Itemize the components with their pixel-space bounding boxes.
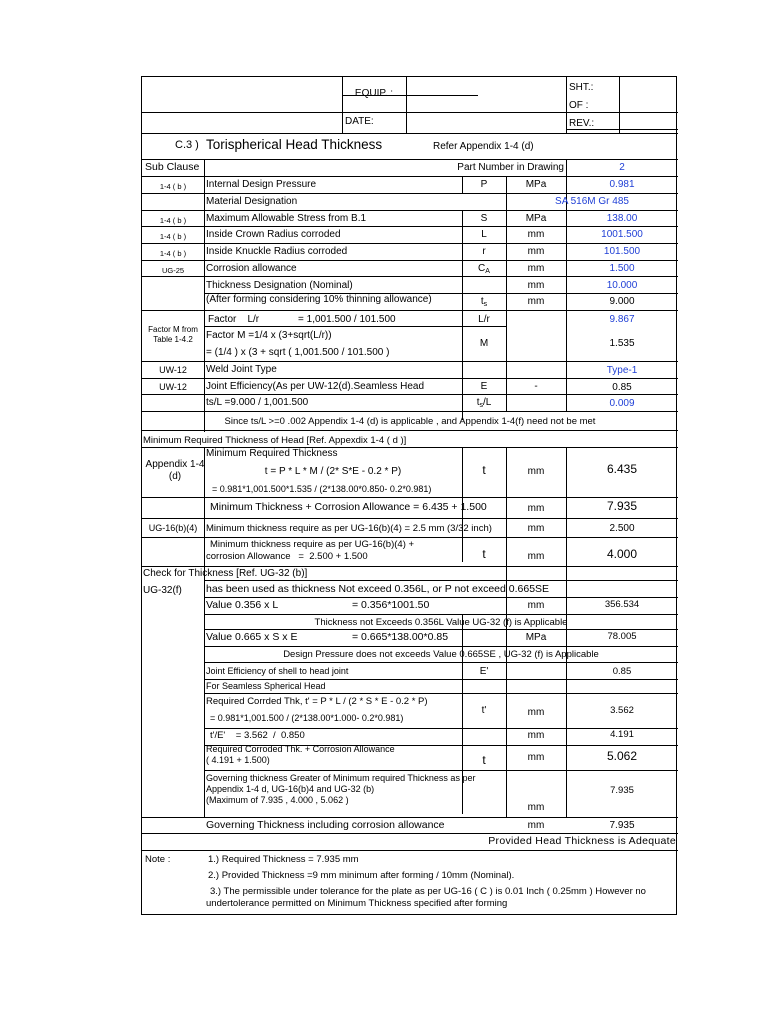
- row-symbol: [462, 296, 506, 307]
- row-value: 356.534: [604, 599, 640, 610]
- rule: [142, 193, 678, 194]
- row-value: 4.191: [610, 729, 634, 740]
- row-desc: Joint Efficiency of shell to head joint: [206, 666, 349, 676]
- row-desc: (Maximum of 7.935 , 4.000 , 5.062 ): [206, 795, 349, 805]
- clause: UG-16(b)(4): [148, 523, 198, 533]
- seamless-label: For Seamless Spherical Head: [206, 681, 326, 691]
- rule: [142, 378, 678, 379]
- row-unit: mm: [527, 296, 545, 307]
- row-symbol: t: [482, 463, 486, 477]
- rule: [142, 133, 678, 134]
- row-unit: mm: [527, 802, 545, 813]
- rule: [142, 430, 678, 431]
- row-desc: Required Corroded Thk. + Corrosion Allowance: [206, 744, 395, 754]
- row-desc: Weld Joint Type: [206, 364, 277, 375]
- note-3-cont: undertolerance permitted on Minimum Thickness specified after forming: [206, 898, 508, 909]
- clause: 1-4 ( b ): [159, 216, 187, 225]
- row-symbol: E: [480, 381, 488, 392]
- rule: [204, 679, 678, 680]
- row-desc: Value 0.665 x S x E: [206, 631, 298, 643]
- row-value: 138.00: [606, 213, 638, 224]
- rule: [204, 580, 678, 581]
- rev-label: REV.:: [569, 118, 595, 129]
- row-unit: mm: [527, 466, 545, 477]
- row-desc: Governing thickness Greater of Minimum required Thickness as per: [206, 773, 476, 783]
- row-desc: Maximum Allowable Stress from B.1: [206, 213, 367, 224]
- rule: [142, 411, 678, 412]
- factor-m-desc: Factor M =1/4 x (3+sqrt(L/r)): [206, 330, 332, 341]
- row-value: 7.935: [609, 820, 635, 831]
- row-unit: MPa: [525, 213, 547, 224]
- applicability-note: Since ts/L >=0 .002 Appendix 1-4 (d) is applicable , and Appendix 1-4(f) need not be met: [224, 416, 596, 427]
- row-symbol: M: [479, 338, 489, 349]
- row-desc: corrosion Allowance = 2.500 + 1.500: [206, 551, 368, 562]
- rule: [142, 310, 678, 311]
- rule: [204, 614, 678, 615]
- row-unit: MPa: [525, 179, 547, 190]
- part-number-label: Part Number in Drawing: [457, 162, 564, 173]
- row-unit: mm: [527, 503, 545, 514]
- rule: [142, 817, 678, 818]
- sub-clause-header: Sub Clause: [145, 161, 200, 173]
- clause-line: Factor M from: [148, 325, 198, 334]
- rule: [506, 176, 507, 411]
- row-unit: -: [534, 381, 538, 392]
- rule: [619, 77, 620, 133]
- factor-m-clause: [142, 325, 204, 345]
- page-title: Torispherical Head Thickness: [206, 137, 383, 152]
- min-req-formula: t = P * L * M / (2* S*E - 0.2 * P): [264, 466, 402, 477]
- rule: [142, 276, 678, 277]
- symbol-main: C: [478, 263, 486, 274]
- symbol-tail: /L: [482, 397, 492, 408]
- rule: [204, 693, 678, 694]
- date-label: DATE:: [345, 116, 374, 127]
- rule: [142, 497, 678, 498]
- rule: [142, 361, 678, 362]
- row-desc: Appendix 1-4 d, UG-16(b)4 and UG-32 (b): [206, 784, 375, 794]
- row-desc: (After forming considering 10% thinning allowance): [206, 294, 432, 305]
- rule: [142, 394, 678, 395]
- row-symbol: [462, 397, 506, 408]
- row-desc: t'/E' = 3.562 / 0.850: [210, 730, 305, 741]
- rule: [142, 260, 678, 261]
- row-value: 0.009: [609, 398, 635, 409]
- row-value: 6.435: [606, 462, 638, 476]
- rule: [142, 226, 678, 227]
- material-value: SA 516M Gr 485: [555, 196, 629, 207]
- factor-m-calc: = (1/4 ) x (3 + sqrt ( 1,001.500 / 101.500 ): [206, 347, 390, 358]
- row-value: 1.535: [609, 338, 635, 349]
- row-unit: mm: [527, 523, 545, 534]
- rule: [204, 629, 678, 630]
- rule: [142, 833, 678, 834]
- row-desc: Minimum Thickness + Corrosion Allowance = 6.435 + 1.500: [210, 501, 487, 513]
- row-value: 2.500: [609, 523, 635, 534]
- row-desc: Inside Knuckle Radius corroded: [206, 246, 348, 257]
- row-unit: mm: [527, 707, 545, 718]
- row-unit: MPa: [525, 632, 547, 643]
- rule: [204, 646, 678, 647]
- row-symbol: S: [480, 213, 488, 224]
- row-desc: Material Designation: [206, 196, 298, 207]
- row-symbol: L/r: [478, 314, 490, 325]
- rule: [566, 77, 567, 133]
- notes-label: Note :: [145, 854, 171, 865]
- row-unit: mm: [527, 263, 545, 274]
- row-symbol: E': [479, 666, 489, 677]
- sht-label: SHT.:: [569, 82, 594, 93]
- rule: [342, 77, 343, 133]
- row-value: Type-1: [606, 365, 638, 376]
- rule: [142, 159, 678, 160]
- row-symbol: L: [481, 229, 487, 240]
- row-symbol: t: [482, 753, 486, 767]
- row-unit: mm: [527, 600, 545, 611]
- row-value: 5.062: [606, 749, 638, 763]
- row-value: 9.000: [609, 296, 635, 307]
- row-desc: Minimum thickness require as per UG-16(b)(4) +: [210, 539, 415, 550]
- rule: [566, 129, 678, 130]
- min-req-clause: Appendix 1-4 (d): [145, 459, 205, 482]
- rule: [142, 566, 678, 567]
- part-number-value: 2: [619, 162, 625, 173]
- row-desc: Required Corrded Thk, t' = P * L / (2 * S * E - 0.2 * P): [206, 696, 428, 707]
- row-value: 0.85: [612, 666, 632, 677]
- row-value: 9.867: [609, 314, 635, 325]
- row-value: 0.981: [609, 179, 635, 190]
- section-number: C.3 ): [175, 139, 199, 151]
- clause: 1-4 ( b ): [159, 182, 187, 191]
- rule: [142, 112, 678, 113]
- row-symbol: t': [481, 705, 487, 716]
- row-value: 3.562: [610, 705, 634, 716]
- row-value: 1001.500: [601, 229, 643, 240]
- row-value: 10.000: [606, 280, 638, 291]
- factor-lr-desc: Factor L/r = 1,001.500 / 101.500: [208, 314, 396, 325]
- row-value: 7.935: [610, 785, 634, 796]
- rule: [142, 537, 678, 538]
- row-desc: Governing Thickness including corrosion allowance: [206, 819, 445, 831]
- rule: [142, 518, 678, 519]
- row-calc: = 0.981*1,001.500 / (2*138.00*1.000- 0.2*0.981): [210, 713, 404, 723]
- note-1: 1.) Required Thickness = 7.935 mm: [208, 854, 359, 865]
- row-desc: Inside Crown Radius corroded: [206, 229, 341, 240]
- clause: 1-4 ( b ): [159, 232, 187, 241]
- row-value: 7.935: [606, 499, 638, 513]
- row-desc: ts/L =9.000 / 1,001.500: [206, 397, 309, 408]
- adequacy-result: Provided Head Thickness is Adequate: [488, 835, 676, 847]
- equip-label: EQUIP. :: [354, 88, 394, 99]
- row-desc: Minimum thickness require as per UG-16(b)(4) = 2.5 mm (3/32 inch): [206, 523, 492, 534]
- row-symbol: r: [482, 246, 486, 257]
- rule: [204, 159, 205, 432]
- row-value: 1.500: [609, 263, 635, 274]
- row-value: 101.500: [603, 246, 641, 257]
- clause: 1-4 ( b ): [159, 249, 187, 258]
- rule: [406, 77, 407, 133]
- row-desc: Value 0.356 x L: [206, 599, 279, 611]
- rule: [142, 243, 678, 244]
- note-2: 2.) Provided Thickness =9 mm minimum after forming / 10mm (Nominal).: [208, 870, 515, 881]
- of-label: OF :: [569, 100, 589, 111]
- row-unit: mm: [527, 280, 545, 291]
- row-desc: Internal Design Pressure: [206, 179, 317, 190]
- check-intro: has been used as thickness Not exceed 0.356L, or P not exceed 0.665SE: [206, 583, 550, 595]
- rule: [142, 210, 678, 211]
- rule: [204, 447, 205, 817]
- note-3: 3.) The permissible under tolerance for the plate as per UG-16 ( C ) is 0.01 Inch ( 0.25mm ) However no: [210, 886, 646, 897]
- row-value: 78.005: [607, 631, 637, 642]
- rule: [204, 662, 678, 663]
- rule: [142, 850, 678, 851]
- row-calc: = 0.665*138.00*0.85: [352, 631, 449, 643]
- refer-appendix: Refer Appendix 1-4 (d): [433, 141, 534, 152]
- rule: [204, 770, 678, 771]
- clause: UG-25: [161, 266, 185, 275]
- rule: [204, 326, 506, 327]
- symbol-sub: A: [485, 268, 490, 275]
- clause: UW-12: [159, 382, 187, 392]
- row-value: 4.000: [606, 547, 638, 561]
- row-desc: Corrosion allowance: [206, 263, 297, 274]
- row-unit: mm: [527, 752, 545, 763]
- row-symbol: P: [480, 179, 488, 190]
- row-calc: = 0.356*1001.50: [352, 599, 430, 611]
- min-req-desc: Minimum Required Thickness: [206, 448, 338, 459]
- applicability-note: Design Pressure does not exceeds Value 0.665SE , UG-32 (f) is Applicable: [283, 649, 599, 660]
- row-symbol: [462, 263, 506, 274]
- applicability-note: Thickness not Exceeds 0.356L Value UG-32 (f) is Applicable: [314, 617, 568, 628]
- symbol-sub: s: [483, 301, 488, 308]
- row-unit: mm: [527, 229, 545, 240]
- row-desc: Joint Efficiency(As per UW-12(d).Seamless Head: [206, 381, 425, 392]
- symbol-sub: s: [479, 402, 483, 409]
- check-heading: Check for Thickness [Ref. UG-32 (b)]: [143, 568, 308, 579]
- row-unit: mm: [527, 551, 545, 562]
- row-desc: Thickness Designation (Nominal): [206, 280, 353, 291]
- row-unit: mm: [527, 730, 545, 741]
- symbol-main: t: [476, 397, 480, 408]
- symbol-main: t: [480, 296, 484, 307]
- clause: UG-32(f): [143, 585, 182, 596]
- row-value: 0.85: [612, 382, 632, 393]
- clause-line: Table 1-4.2: [153, 335, 193, 344]
- row-unit: mm: [527, 820, 545, 831]
- clause: UW-12: [159, 365, 187, 375]
- rule: [204, 597, 678, 598]
- calculation-sheet: [141, 76, 677, 915]
- min-req-heading: Minimum Required Thickness of Head [Ref. Appexdix 1-4 ( d )]: [143, 435, 407, 446]
- row-symbol: t: [482, 547, 486, 561]
- row-unit: mm: [527, 246, 545, 257]
- rule: [142, 176, 678, 177]
- min-req-calc: = 0.981*1,001.500*1.535 / (2*138.00*0.850- 0.2*0.981): [212, 484, 432, 494]
- row-calc: ( 4.191 + 1.500): [206, 755, 270, 765]
